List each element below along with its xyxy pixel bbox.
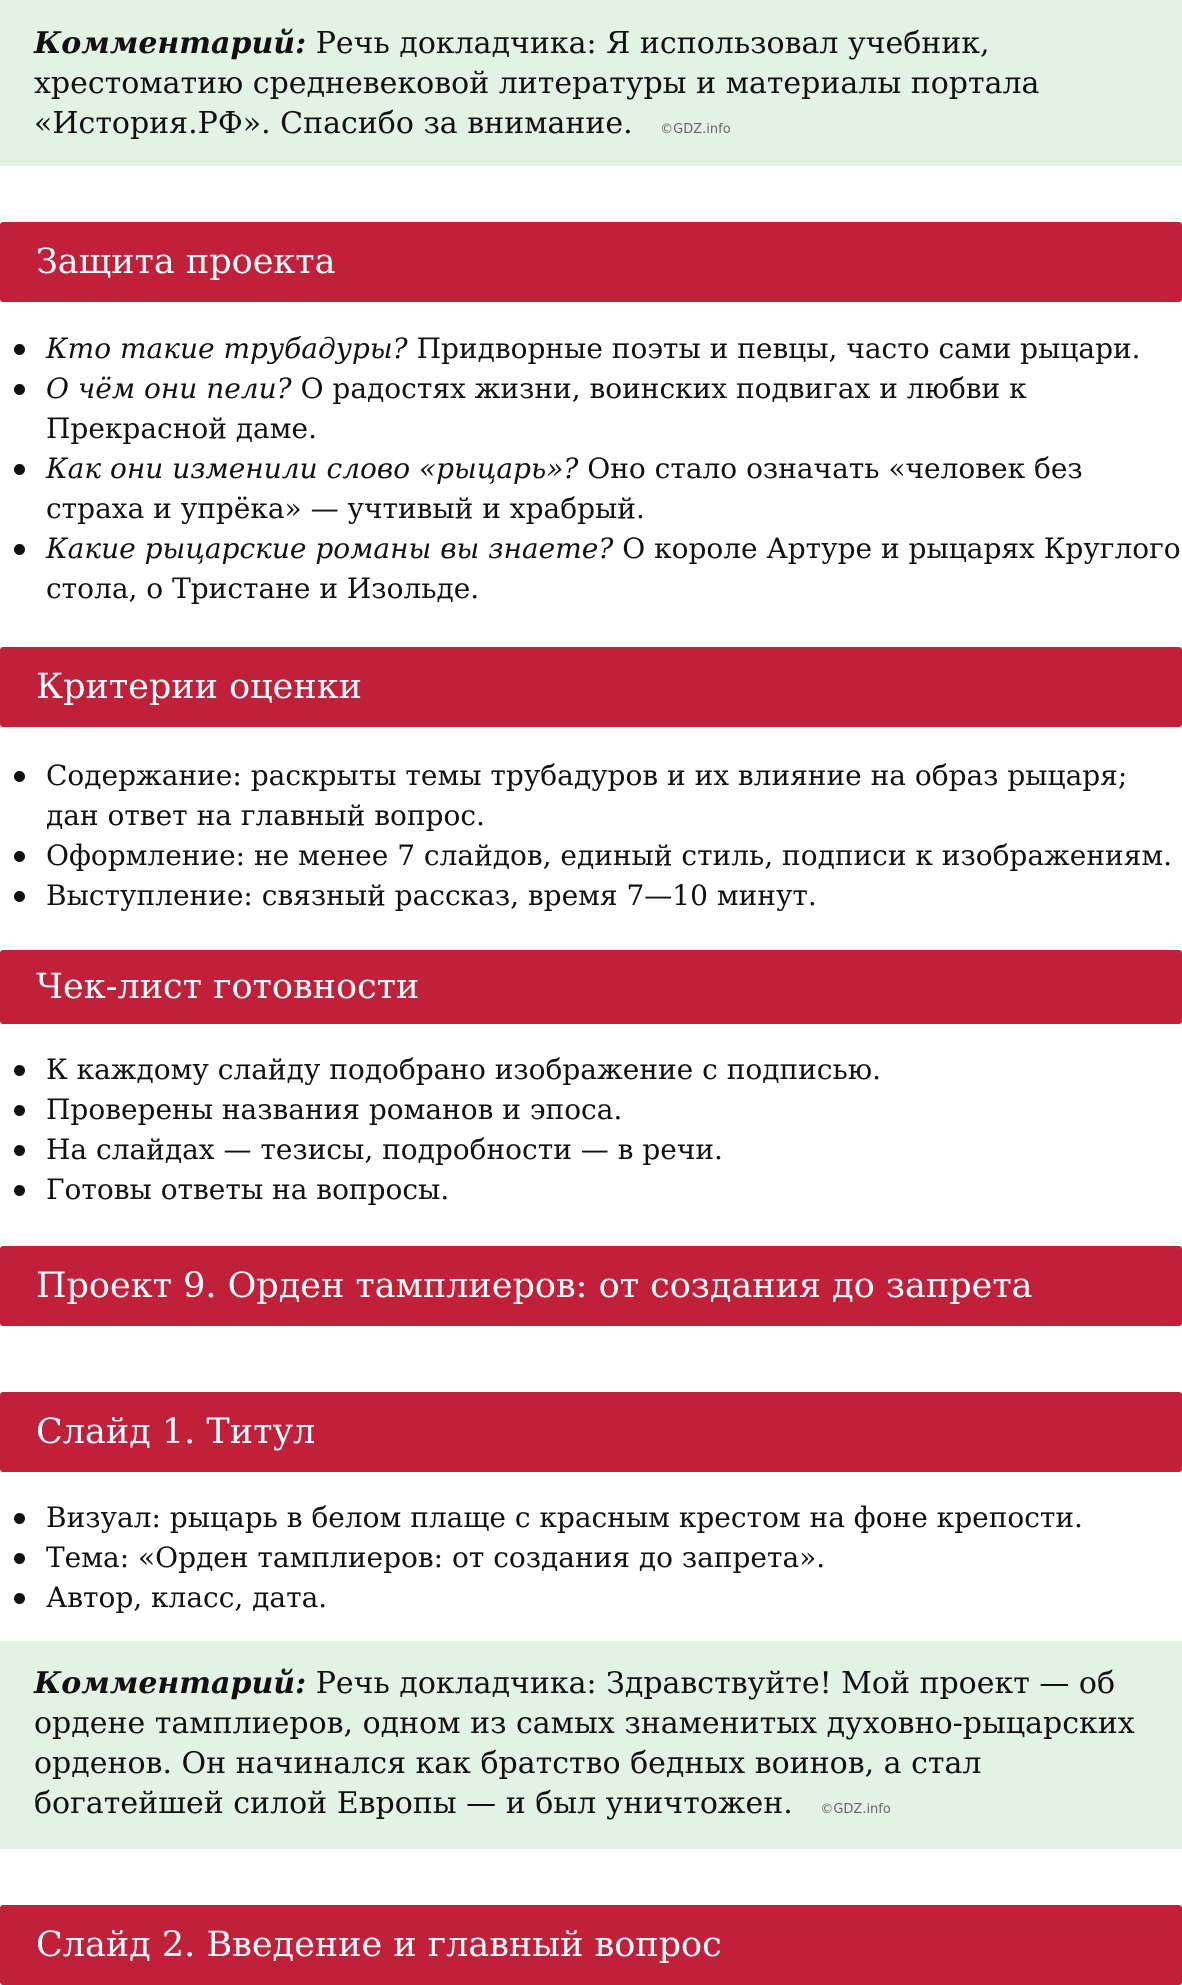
list-item [46,449,1182,529]
question: Как они изменили слово «рыцарь»? [46,452,579,485]
slide-2-header: Слайд 2. Введение и главный вопрос [0,1905,1182,1985]
checklist-list [0,1050,1182,1210]
list-item: Проверены названия романов и эпоса. [46,1090,1182,1130]
comment-text: Речь докладчика: Я использовал учебник, хрестоматию средневековой литературы и материалы портала «История.РФ». Спасибо за внимание. [34,26,1040,141]
list-item [46,329,1182,369]
question: О чём они пели? [46,372,292,405]
comment-text: Речь докладчика: Здравствуйте! Мой проект — об ордене тамплиеров, одном из самых знаменитых духовно-рыцарских орденов. Он начинался как братство бедных воинов, а стал богатейшей силой Европы — и был уничтожен. [34,1666,1135,1821]
answer: Придворные поэты и певцы, часто сами рыцари. [416,332,1141,365]
list-item [46,369,1182,449]
list-item: Визуал: рыцарь в белом плаще с красным крестом на фоне крепости. [46,1498,1182,1538]
question: Какие рыцарские романы вы знаете? [46,532,614,565]
list-item: К каждому слайду подобрано изображение с подписью. [46,1050,1182,1090]
comment-box-2 [0,1641,1182,1849]
answer: О короле Артуре и рыцарях Круглого стола, о Тристане и Изольде. [46,532,1181,605]
answer: Оно стало означать «человек без страха и упрёка» — учтивый и храбрый. [46,452,1083,525]
question: Кто такие трубадуры? [46,332,408,365]
comment-label: Комментарий: [34,1666,307,1701]
list-item [46,529,1182,609]
list-item: Тема: «Орден тамплиеров: от создания до запрета». [46,1538,1182,1578]
list-item: На слайдах — тезисы, подробности — в речи. [46,1130,1182,1170]
list-item: Оформление: не менее 7 слайдов, единый стиль, подписи к изображениям. [46,836,1182,876]
list-item: Выступление: связный рассказ, время 7—10 минут. [46,876,1182,916]
defense-list [0,329,1182,609]
watermark: ©GDZ.info [820,1802,891,1817]
list-item: Содержание: раскрыты темы трубадуров и их влияние на образ рыцаря; дан ответ на главный вопрос. [46,756,1182,836]
comment-label: Комментарий: [34,26,307,61]
slide-1-list [0,1498,1182,1618]
list-item: Готовы ответы на вопросы. [46,1170,1182,1210]
list-item: Автор, класс, дата. [46,1578,1182,1618]
section-header-checklist: Чек-лист готовности [0,950,1182,1024]
section-header-criteria: Критерии оценки [0,647,1182,727]
answer: О радостях жизни, воинских подвигах и любви к Прекрасной даме. [46,372,1027,445]
criteria-list [0,756,1182,916]
project-header: Проект 9. Орден тамплиеров: от создания до запрета [0,1246,1182,1326]
section-header-defense: Защита проекта [0,222,1182,302]
slide-1-header: Слайд 1. Титул [0,1392,1182,1472]
comment-box-1 [0,0,1182,166]
watermark: ©GDZ.info [660,122,731,137]
